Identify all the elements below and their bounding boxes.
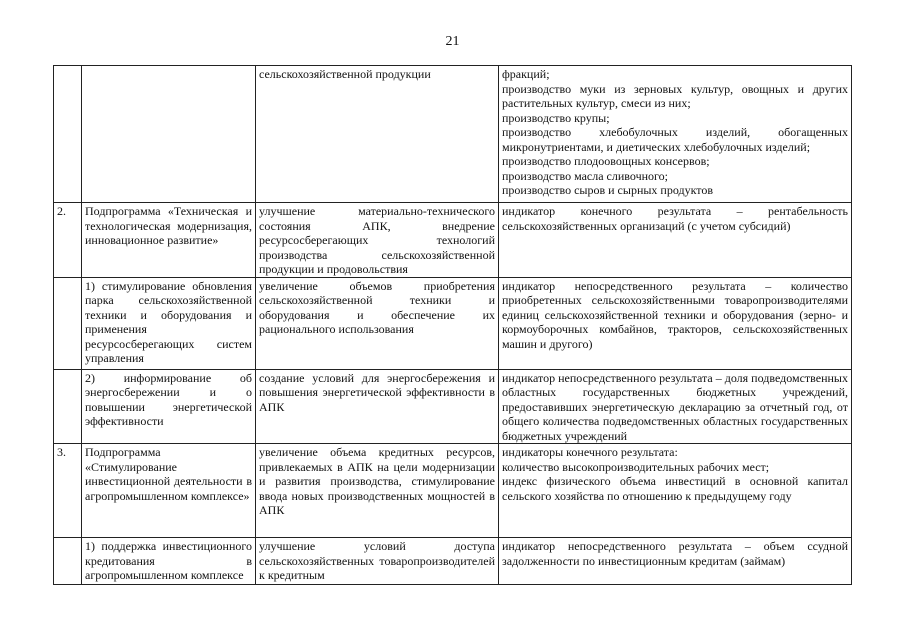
indicator-text: фракций; производство муки из зерновых культур, овощных и других растительных культур, смеси из них; производство крупы; производство хлебобулочных изделий, обогащенных микронутриентами, и диетических хлебобулочных изделий; производство плодоовощных консервов; производство масла сливочного; производство сыров и сырных продуктов (502, 67, 848, 197)
row-number (54, 369, 82, 444)
table-row (54, 203, 852, 278)
program-indicator: индикатор непосредственного результата – объем ссудной задолженности по инвестиционным кредитам (займам) (499, 538, 852, 585)
table-row (54, 277, 852, 369)
program-goal: увеличение объемов приобретения сельскохозяйственной техники и оборудования и обеспечение их рационального использования (256, 277, 499, 369)
program-indicator (499, 444, 852, 538)
program-goal: улучшение условий доступа сельскохозяйственных товаропроизводителей к кредитным (256, 538, 499, 585)
row-number (54, 277, 82, 369)
row-number (54, 538, 82, 585)
page-number: 21 (445, 34, 460, 49)
program-goal: сельскохозяйственной продукции (256, 66, 499, 203)
program-indicator: индикатор непосредственного результата – количество приобретенных сельскохозяйственными товаропроизводителями единиц сельскохозяйственной техники и оборудования (зерно- и кормоуборочных комбайнов, тракторов, сельскохозяйственных машин и другого) (499, 277, 852, 369)
program-name: 2) информирование об энергосбережении и о повышении энергетической эффективности (82, 369, 256, 444)
indicator-text: индикаторы конечного результата: количество высокопроизводительных рабочих мест; индекс физического объема инвестиций в основной капитал сельского хозяйства по отношению к предыдущему году (502, 445, 848, 503)
program-goal: увеличение объема кредитных ресурсов, привлекаемых в АПК на цели модернизации и развития производства, стимулирование ввода новых производственных мощностей в АПК (256, 444, 499, 538)
program-name: Подпрограмма «Стимулирование инвестиционной деятельности в агропромышленном комплексе» (82, 444, 256, 538)
program-name: 1) поддержка инвестиционного кредитования в агропромышленном комплексе (82, 538, 256, 585)
row-number: 3. (54, 444, 82, 538)
program-indicator (499, 66, 852, 203)
program-indicator: индикатор конечного результата – рентабельность сельскохозяйственных организаций (с учетом субсидий) (499, 203, 852, 278)
table-row (54, 538, 852, 585)
program-name (82, 66, 256, 203)
table-row (54, 369, 852, 444)
program-name: 1) стимулирование обновления парка сельскохозяйственной техники и оборудования и применения ресурсосберегающих систем управления (82, 277, 256, 369)
program-goal: улучшение материально-технического состояния АПК, внедрение ресурсосберегающих технологий производства сельскохозяйственной продукции и продовольствия (256, 203, 499, 278)
table-row (54, 444, 852, 538)
program-indicator: индикатор непосредственного результата – доля подведомственных областных государственных бюджетных учреждений, предоставивших энергетическую декларацию за отчетный год, от общего количества подведомственных областных государственных бюджетных учреждений (499, 369, 852, 444)
row-number (54, 66, 82, 203)
row-number: 2. (54, 203, 82, 278)
program-goal: создание условий для энергосбережения и повышения энергетической эффективности в АПК (256, 369, 499, 444)
table-row (54, 66, 852, 203)
program-name: Подпрограмма «Техническая и технологическая модернизация, инновационное развитие» (82, 203, 256, 278)
program-table (53, 65, 852, 585)
